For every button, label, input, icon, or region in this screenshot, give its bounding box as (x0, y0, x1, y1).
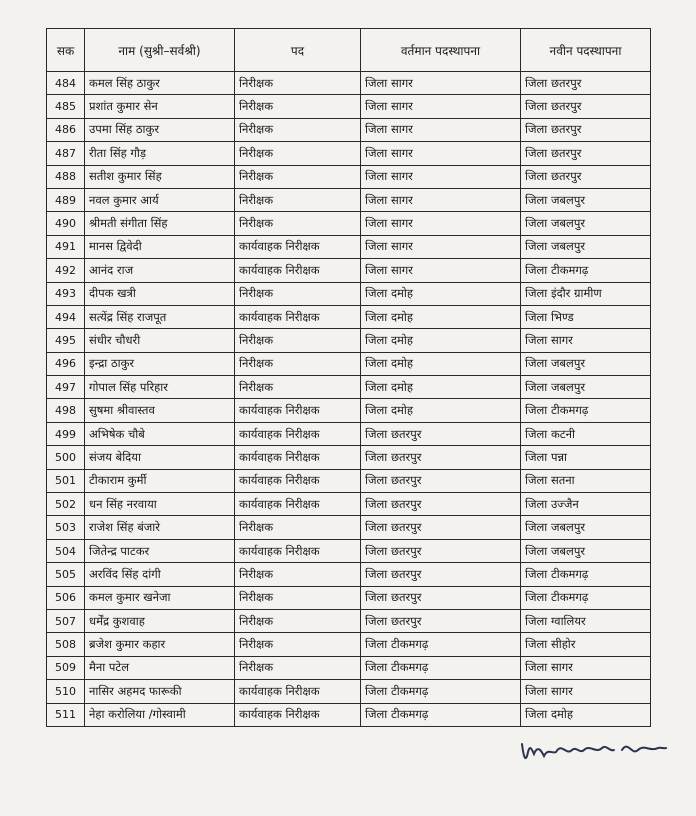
cell-new-posting: जिला उज्जैन (521, 493, 651, 516)
header-new-posting: नवीन पदस्थापना (521, 29, 651, 72)
cell-current-posting: जिला सागर (361, 142, 521, 165)
cell-current-posting: जिला छतरपुर (361, 609, 521, 632)
cell-post: निरीक्षक (235, 586, 361, 609)
cell-serial-number: 506 (47, 586, 85, 609)
cell-new-posting: जिला जबलपुर (521, 235, 651, 258)
table-header-row (47, 29, 651, 72)
table-row (47, 469, 651, 492)
cell-new-posting: जिला पन्ना (521, 446, 651, 469)
table-row (47, 703, 651, 726)
table-row (47, 259, 651, 282)
cell-name: अरविंद सिंह दांगी (85, 563, 235, 586)
cell-serial-number: 485 (47, 95, 85, 118)
table-row (47, 680, 651, 703)
cell-serial-number: 487 (47, 142, 85, 165)
header-post: पद (235, 29, 361, 72)
cell-new-posting: जिला छतरपुर (521, 142, 651, 165)
cell-serial-number: 491 (47, 235, 85, 258)
cell-name: धन सिंह नरवाया (85, 493, 235, 516)
table-row (47, 493, 651, 516)
cell-name: ब्रजेश कुमार कहार (85, 633, 235, 656)
cell-name: कमल सिंह ठाकुर (85, 72, 235, 95)
cell-name: सत्येंद्र सिंह राजपूत (85, 305, 235, 328)
table-row (47, 118, 651, 141)
cell-name: मैना पटेल (85, 656, 235, 679)
cell-new-posting: जिला टीकमगढ़ (521, 586, 651, 609)
cell-current-posting: जिला छतरपुर (361, 539, 521, 562)
cell-post: निरीक्षक (235, 563, 361, 586)
table-row (47, 188, 651, 211)
cell-new-posting: जिला सतना (521, 469, 651, 492)
cell-post: निरीक्षक (235, 352, 361, 375)
table-row (47, 305, 651, 328)
table-row (47, 95, 651, 118)
cell-serial-number: 504 (47, 539, 85, 562)
cell-current-posting: जिला सागर (361, 165, 521, 188)
cell-current-posting: जिला दमोह (361, 376, 521, 399)
cell-new-posting: जिला सागर (521, 680, 651, 703)
cell-current-posting: जिला छतरपुर (361, 563, 521, 586)
cell-current-posting: जिला दमोह (361, 305, 521, 328)
cell-new-posting: जिला जबलपुर (521, 376, 651, 399)
cell-post: निरीक्षक (235, 633, 361, 656)
cell-serial-number: 509 (47, 656, 85, 679)
table-row (47, 656, 651, 679)
cell-current-posting: जिला टीकमगढ़ (361, 633, 521, 656)
table-row (47, 563, 651, 586)
table-body (47, 72, 651, 727)
cell-new-posting: जिला सागर (521, 329, 651, 352)
cell-serial-number: 505 (47, 563, 85, 586)
cell-name: जितेन्द्र पाटकर (85, 539, 235, 562)
cell-new-posting: जिला छतरपुर (521, 118, 651, 141)
cell-new-posting: जिला छतरपुर (521, 72, 651, 95)
cell-name: इन्द्रा ठाकुर (85, 352, 235, 375)
table-row (47, 329, 651, 352)
cell-post: कार्यवाहक निरीक्षक (235, 305, 361, 328)
cell-post: कार्यवाहक निरीक्षक (235, 235, 361, 258)
cell-name: गोपाल सिंह परिहार (85, 376, 235, 399)
cell-current-posting: जिला सागर (361, 95, 521, 118)
cell-serial-number: 495 (47, 329, 85, 352)
cell-current-posting: जिला टीकमगढ़ (361, 703, 521, 726)
cell-serial-number: 489 (47, 188, 85, 211)
table-row (47, 586, 651, 609)
cell-name: प्रशांत कुमार सेन (85, 95, 235, 118)
cell-serial-number: 501 (47, 469, 85, 492)
cell-post: निरीक्षक (235, 212, 361, 235)
cell-post: निरीक्षक (235, 656, 361, 679)
cell-new-posting: जिला जबलपुर (521, 352, 651, 375)
cell-post: निरीक्षक (235, 118, 361, 141)
cell-name: आनंद राज (85, 259, 235, 282)
cell-serial-number: 494 (47, 305, 85, 328)
cell-current-posting: जिला दमोह (361, 329, 521, 352)
cell-serial-number: 492 (47, 259, 85, 282)
cell-serial-number: 511 (47, 703, 85, 726)
cell-current-posting: जिला सागर (361, 259, 521, 282)
cell-new-posting: जिला सीहोर (521, 633, 651, 656)
cell-serial-number: 497 (47, 376, 85, 399)
cell-current-posting: जिला टीकमगढ़ (361, 680, 521, 703)
table-row (47, 165, 651, 188)
cell-new-posting: जिला ग्वालियर (521, 609, 651, 632)
cell-name: नवल कुमार आर्य (85, 188, 235, 211)
table-row (47, 399, 651, 422)
cell-name: मानस द्विवेदी (85, 235, 235, 258)
cell-name: दीपक खत्री (85, 282, 235, 305)
cell-new-posting: जिला दमोह (521, 703, 651, 726)
cell-post: निरीक्षक (235, 329, 361, 352)
cell-post: कार्यवाहक निरीक्षक (235, 422, 361, 445)
table-row (47, 516, 651, 539)
cell-current-posting: जिला छतरपुर (361, 586, 521, 609)
table-row (47, 539, 651, 562)
cell-name: रीता सिंह गौड़ (85, 142, 235, 165)
cell-serial-number: 502 (47, 493, 85, 516)
cell-current-posting: जिला छतरपुर (361, 469, 521, 492)
cell-name: सुषमा श्रीवास्तव (85, 399, 235, 422)
cell-post: कार्यवाहक निरीक्षक (235, 493, 361, 516)
cell-serial-number: 499 (47, 422, 85, 445)
cell-post: कार्यवाहक निरीक्षक (235, 399, 361, 422)
cell-name: नेहा करोलिया /गोस्वामी (85, 703, 235, 726)
cell-post: निरीक्षक (235, 376, 361, 399)
table-row (47, 446, 651, 469)
table-row (47, 352, 651, 375)
cell-name: उपमा सिंह ठाकुर (85, 118, 235, 141)
cell-new-posting: जिला छतरपुर (521, 95, 651, 118)
table-row (47, 72, 651, 95)
cell-current-posting: जिला छतरपुर (361, 422, 521, 445)
cell-new-posting: जिला टीकमगढ़ (521, 399, 651, 422)
table-row (47, 282, 651, 305)
cell-name: अभिषेक चौबे (85, 422, 235, 445)
table-row (47, 422, 651, 445)
cell-new-posting: जिला कटनी (521, 422, 651, 445)
cell-new-posting: जिला जबलपुर (521, 539, 651, 562)
cell-post: निरीक्षक (235, 282, 361, 305)
header-current-posting: वर्तमान पदस्थापना (361, 29, 521, 72)
cell-name: श्रीमती संगीता सिंह (85, 212, 235, 235)
cell-current-posting: जिला दमोह (361, 282, 521, 305)
cell-serial-number: 488 (47, 165, 85, 188)
cell-new-posting: जिला जबलपुर (521, 516, 651, 539)
table-row (47, 212, 651, 235)
handwritten-signature (518, 730, 668, 770)
cell-new-posting: जिला टीकमगढ़ (521, 259, 651, 282)
cell-name: सतीश कुमार सिंह (85, 165, 235, 188)
cell-post: निरीक्षक (235, 609, 361, 632)
cell-serial-number: 508 (47, 633, 85, 656)
cell-name: संजय बेदिया (85, 446, 235, 469)
cell-current-posting: जिला टीकमगढ़ (361, 656, 521, 679)
cell-new-posting: जिला सागर (521, 656, 651, 679)
cell-current-posting: जिला सागर (361, 118, 521, 141)
cell-current-posting: जिला सागर (361, 235, 521, 258)
cell-post: निरीक्षक (235, 95, 361, 118)
cell-name: राजेश सिंह बंजारे (85, 516, 235, 539)
cell-serial-number: 490 (47, 212, 85, 235)
cell-serial-number: 496 (47, 352, 85, 375)
cell-post: कार्यवाहक निरीक्षक (235, 703, 361, 726)
cell-post: कार्यवाहक निरीक्षक (235, 539, 361, 562)
table-row (47, 142, 651, 165)
cell-current-posting: जिला छतरपुर (361, 446, 521, 469)
cell-post: निरीक्षक (235, 516, 361, 539)
cell-post: निरीक्षक (235, 72, 361, 95)
cell-serial-number: 500 (47, 446, 85, 469)
cell-post: कार्यवाहक निरीक्षक (235, 259, 361, 282)
cell-name: संधीर चौधरी (85, 329, 235, 352)
cell-serial-number: 503 (47, 516, 85, 539)
table-row (47, 609, 651, 632)
cell-serial-number: 486 (47, 118, 85, 141)
cell-new-posting: जिला जबलपुर (521, 212, 651, 235)
cell-new-posting: जिला छतरपुर (521, 165, 651, 188)
cell-new-posting: जिला भिण्ड (521, 305, 651, 328)
cell-serial-number: 498 (47, 399, 85, 422)
table-row (47, 633, 651, 656)
cell-new-posting: जिला इंदौर ग्रामीण (521, 282, 651, 305)
cell-current-posting: जिला दमोह (361, 399, 521, 422)
cell-new-posting: जिला टीकमगढ़ (521, 563, 651, 586)
cell-current-posting: जिला छतरपुर (361, 493, 521, 516)
cell-name: नासिर अहमद फारूकी (85, 680, 235, 703)
table-row (47, 376, 651, 399)
cell-post: निरीक्षक (235, 188, 361, 211)
cell-current-posting: जिला दमोह (361, 352, 521, 375)
cell-current-posting: जिला सागर (361, 212, 521, 235)
cell-serial-number: 484 (47, 72, 85, 95)
transfer-list-table (46, 28, 651, 727)
cell-post: निरीक्षक (235, 142, 361, 165)
cell-name: धर्मेंद्र कुशवाह (85, 609, 235, 632)
cell-current-posting: जिला छतरपुर (361, 516, 521, 539)
header-serial-number: सक (47, 29, 85, 72)
cell-post: कार्यवाहक निरीक्षक (235, 680, 361, 703)
table-row (47, 235, 651, 258)
cell-post: निरीक्षक (235, 165, 361, 188)
header-name: नाम (सुश्री–सर्वश्री) (85, 29, 235, 72)
cell-name: कमल कुमार खनेजा (85, 586, 235, 609)
cell-post: कार्यवाहक निरीक्षक (235, 469, 361, 492)
cell-current-posting: जिला सागर (361, 188, 521, 211)
cell-serial-number: 493 (47, 282, 85, 305)
cell-new-posting: जिला जबलपुर (521, 188, 651, 211)
cell-serial-number: 510 (47, 680, 85, 703)
cell-name: टीकाराम कुर्मी (85, 469, 235, 492)
cell-post: कार्यवाहक निरीक्षक (235, 446, 361, 469)
cell-current-posting: जिला सागर (361, 72, 521, 95)
cell-serial-number: 507 (47, 609, 85, 632)
